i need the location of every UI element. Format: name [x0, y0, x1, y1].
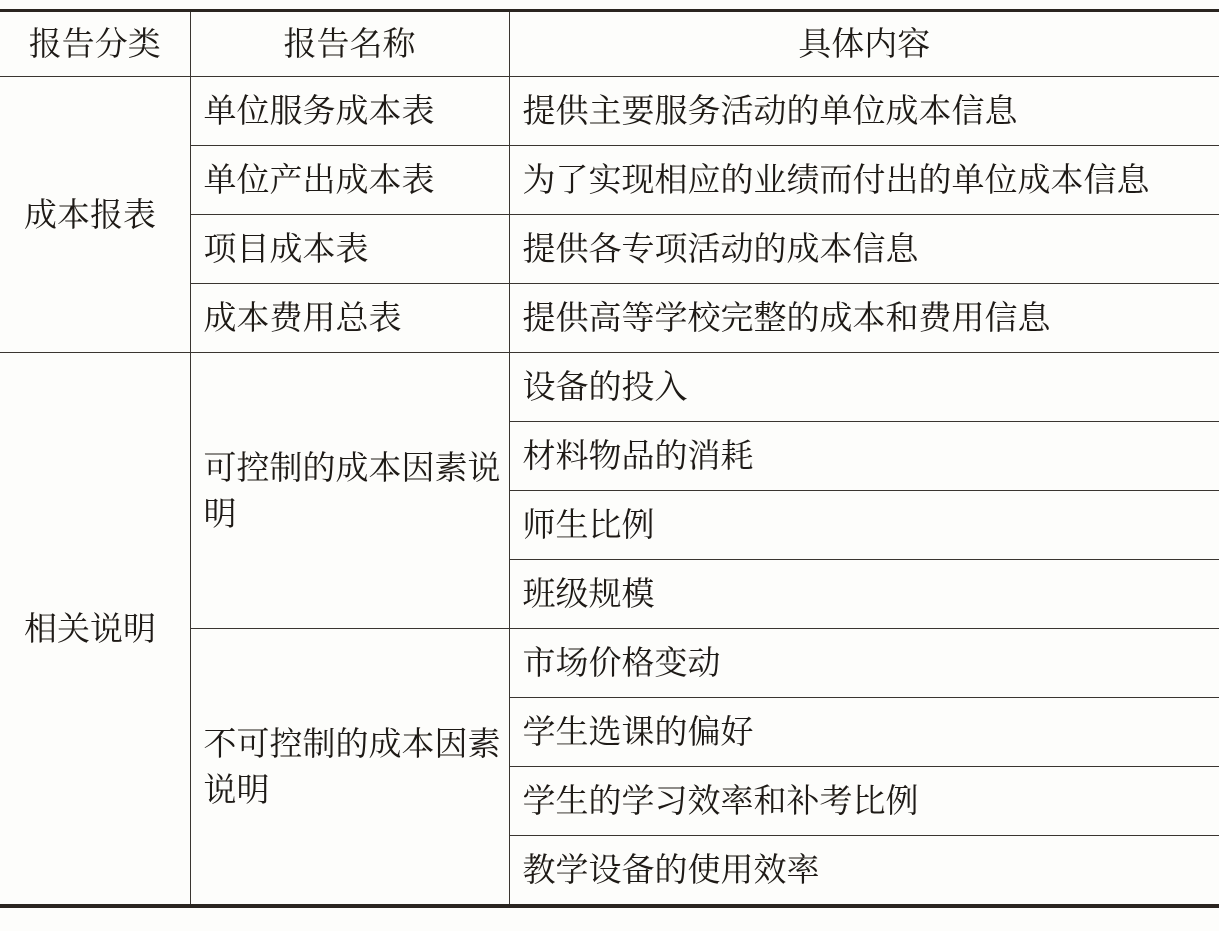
category-cell: 成本报表 — [0, 77, 190, 353]
category-cell: 相关说明 — [0, 353, 190, 907]
report-name-cell: 成本费用总表 — [190, 284, 509, 353]
content-cell: 市场价格变动 — [509, 629, 1219, 698]
group-name-cell: 不可控制的成本因素说明 — [190, 629, 509, 907]
content-cell: 教学设备的使用效率 — [509, 836, 1219, 907]
table-header-row — [0, 11, 1219, 77]
group-name-cell: 可控制的成本因素说明 — [190, 353, 509, 629]
table-row — [0, 353, 1219, 422]
report-name-cell: 项目成本表 — [190, 215, 509, 284]
report-name-cell: 单位服务成本表 — [190, 77, 509, 146]
header-category: 报告分类 — [0, 11, 190, 77]
header-content: 具体内容 — [509, 11, 1219, 77]
cost-report-table — [0, 9, 1219, 908]
content-cell: 学生的学习效率和补考比例 — [509, 767, 1219, 836]
header-report-name: 报告名称 — [190, 11, 509, 77]
table-row — [0, 77, 1219, 146]
content-cell: 提供高等学校完整的成本和费用信息 — [509, 284, 1219, 353]
report-name-cell: 单位产出成本表 — [190, 146, 509, 215]
content-cell: 材料物品的消耗 — [509, 422, 1219, 491]
content-cell: 学生选课的偏好 — [509, 698, 1219, 767]
content-cell: 为了实现相应的业绩而付出的单位成本信息 — [509, 146, 1219, 215]
content-cell: 提供各专项活动的成本信息 — [509, 215, 1219, 284]
content-cell: 师生比例 — [509, 491, 1219, 560]
content-cell: 班级规模 — [509, 560, 1219, 629]
content-cell: 提供主要服务活动的单位成本信息 — [509, 77, 1219, 146]
content-cell: 设备的投入 — [509, 353, 1219, 422]
